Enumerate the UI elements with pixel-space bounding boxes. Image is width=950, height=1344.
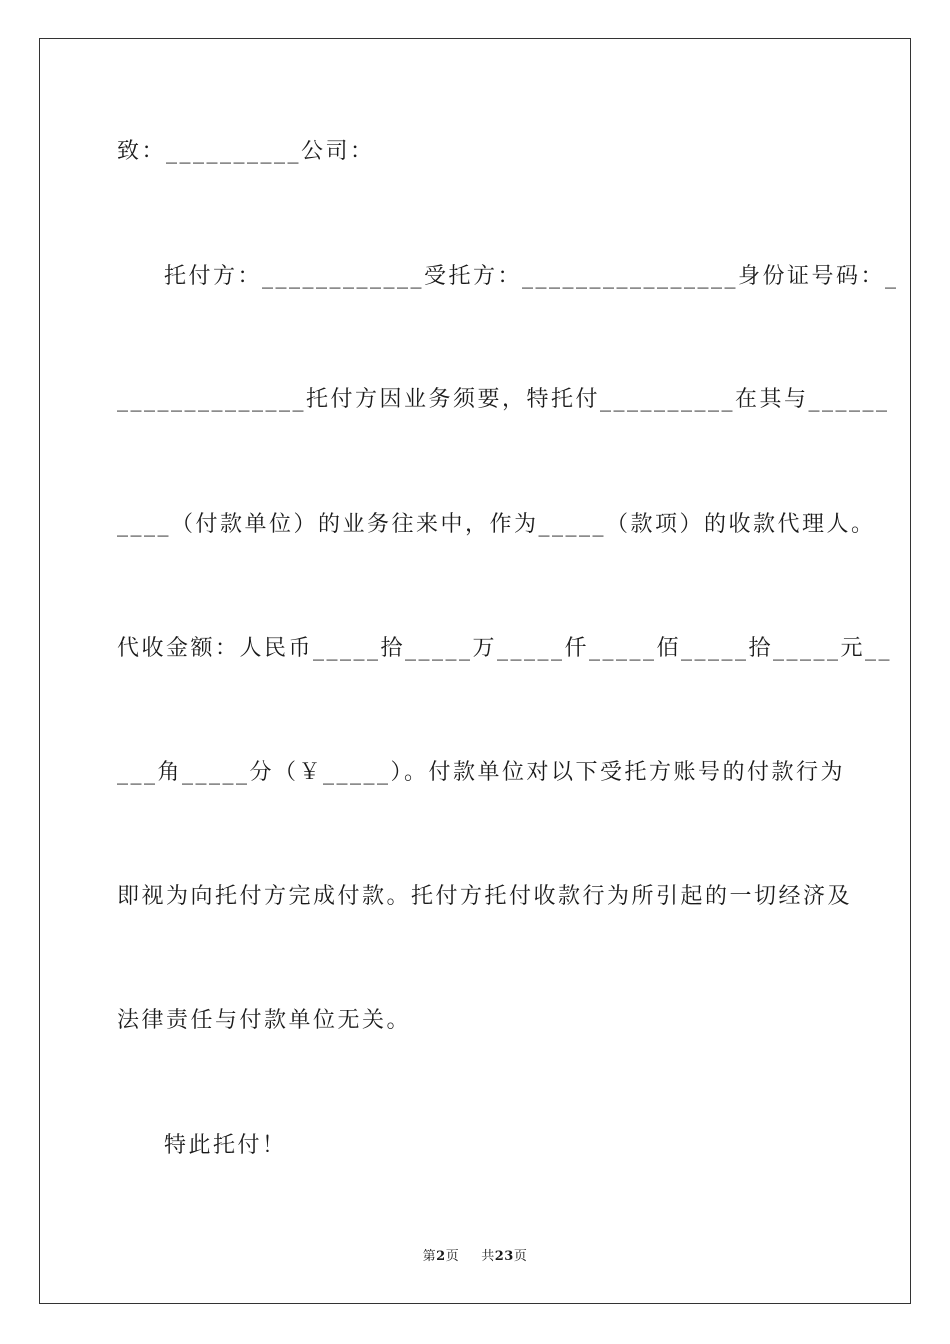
page-suffix: 页	[445, 1249, 460, 1264]
body-line-4: 法律责任与付款单位无关。	[117, 1008, 412, 1033]
body-line-1: ______________托付方因业务须要，特托付__________在其与______	[117, 387, 890, 412]
parties-line: 托付方：____________受托方：________________身份证号码：_	[164, 264, 899, 289]
closing-line: 特此托付！	[164, 1133, 287, 1158]
body-line-2: ____（付款单位）的业务往来中，作为_____（款项）的收款代理人。	[117, 512, 876, 537]
addressee-line: 致：__________公司：	[117, 139, 375, 164]
amount-line-2: ___角_____分（￥_____）。付款单位对以下受托方账号的付款行为	[117, 760, 846, 785]
page-border	[39, 38, 911, 1304]
page-prefix: 第	[422, 1249, 437, 1264]
total-suffix: 页	[513, 1249, 528, 1264]
amount-line-1: 代收金额：人民币_____拾_____万_____仟_____佰_____拾_____元__	[117, 636, 893, 661]
body-line-3: 即视为向托付方完成付款。托付方托付收款行为所引起的一切经济及	[117, 884, 853, 909]
total-prefix: 共	[481, 1249, 495, 1264]
total-pages: 23	[494, 1249, 514, 1264]
page-footer	[0, 1248, 950, 1266]
page-number: 2	[436, 1249, 446, 1264]
